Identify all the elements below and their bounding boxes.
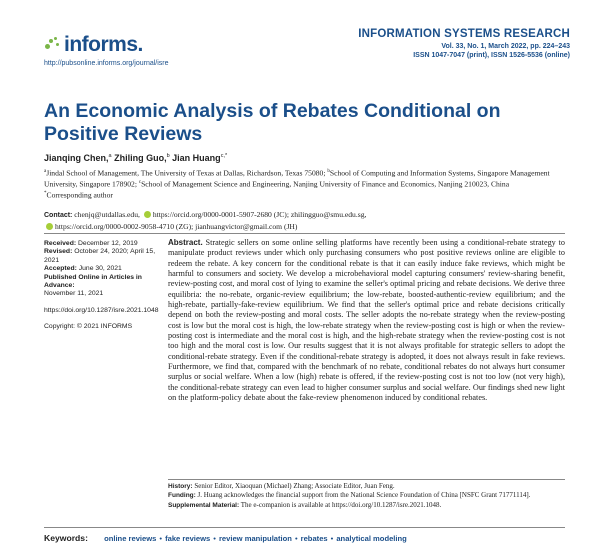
copyright-notice: Copyright: © 2021 INFORMS bbox=[44, 323, 133, 331]
keyword-separator: • bbox=[294, 534, 298, 543]
journal-url-link[interactable]: http://pubsonline.informs.org/journal/isre bbox=[44, 60, 169, 67]
article-notes bbox=[168, 482, 565, 510]
informs-logo-dots-icon bbox=[44, 36, 62, 54]
keywords-label: Keywords: bbox=[44, 533, 88, 543]
orcid-link[interactable]: https://orcid.org/0000-0002-9058-4710 (ZG); bbox=[55, 222, 194, 231]
informs-logo bbox=[44, 33, 143, 57]
affiliations bbox=[44, 167, 564, 199]
published-label: Published Online in Articles in Advance: bbox=[44, 273, 142, 290]
published-date: November 11, 2021 bbox=[44, 290, 104, 298]
affiliation-text: School of Management Science and Engineering, Nanjing University of Finance and Economics, Nanjing 210023, China bbox=[141, 179, 510, 189]
email-link[interactable]: zhilingguo@smu.edu.sg, bbox=[290, 210, 367, 219]
divider bbox=[168, 479, 565, 480]
divider bbox=[44, 233, 565, 234]
corresponding-mark: * bbox=[44, 190, 47, 196]
funding-text: J. Huang acknowledges the financial support from the National Science Foundation of China [NSFC Grant 71771114]. bbox=[197, 491, 531, 500]
keyword-separator: • bbox=[330, 534, 334, 543]
divider bbox=[44, 527, 565, 528]
keyword-item[interactable]: analytical modeling bbox=[336, 534, 407, 543]
accepted-date: June 30, 2021 bbox=[78, 265, 122, 273]
orcid-link[interactable]: https://orcid.org/0000-0001-5907-2680 (JC); bbox=[152, 210, 289, 219]
corresponding-author-note: Corresponding author bbox=[46, 190, 113, 200]
received-label: Received: bbox=[44, 240, 77, 247]
journal-info bbox=[358, 28, 570, 59]
author-name: Jian Huang bbox=[172, 153, 221, 163]
email-link[interactable]: jianhuangvictor@gmail.com (JH) bbox=[195, 222, 298, 231]
keyword-item[interactable]: fake reviews bbox=[165, 534, 211, 543]
article-title: An Economic Analysis of Rebates Conditional on Positive Reviews bbox=[44, 100, 501, 145]
keywords bbox=[44, 533, 407, 543]
contact-info bbox=[44, 209, 564, 232]
contact-label: Contact: bbox=[44, 212, 73, 219]
abstract-label: Abstract. bbox=[168, 238, 203, 247]
informs-logo-text: informs. bbox=[64, 33, 143, 56]
author-affiliation-mark: c,* bbox=[220, 153, 228, 159]
affiliation-text: Jindal School of Management, The University of Texas at Dallas, Richardson, Texas 75080; bbox=[46, 168, 328, 178]
affiliation-mark: c bbox=[138, 179, 142, 185]
keyword-item[interactable]: review manipulation bbox=[218, 534, 292, 543]
doi-link[interactable]: https://doi.org/10.1287/isre.2021.1048 bbox=[44, 306, 159, 314]
journal-volume: Vol. 33, No. 1, March 2022, pp. 224–243 bbox=[441, 43, 570, 50]
revised-date: October 24, 2020; April 15, 2021 bbox=[44, 248, 156, 264]
keyword-item[interactable]: online reviews bbox=[104, 534, 157, 543]
history-label: History: bbox=[168, 483, 193, 490]
funding-label: Funding: bbox=[168, 492, 196, 500]
history-text: Senior Editor, Xiaoquan (Michael) Zhang; Associate Editor, Juan Feng. bbox=[194, 482, 395, 490]
keyword-item[interactable]: rebates bbox=[300, 534, 328, 543]
article-dates bbox=[44, 240, 159, 332]
author-list bbox=[44, 153, 227, 163]
author-name: Jianqing Chen, bbox=[44, 153, 109, 163]
supplemental-text: The e-companion is available at https://doi.org/10.1287/isre.2021.1048. bbox=[240, 500, 442, 509]
affiliation-text: School of Computing and Information Systems, Singapore Management University, Singapore 178902; bbox=[44, 168, 550, 189]
orcid-icon[interactable] bbox=[144, 211, 151, 218]
revised-label: Revised: bbox=[44, 248, 73, 256]
orcid-icon[interactable] bbox=[46, 223, 53, 230]
received-date: December 12, 2019 bbox=[78, 240, 138, 247]
keyword-separator: • bbox=[213, 534, 216, 543]
author-affiliation-mark: a bbox=[108, 153, 112, 159]
affiliation-mark: b bbox=[327, 169, 330, 174]
author-affiliation-mark: b bbox=[166, 153, 170, 159]
journal-issn: ISSN 1047-7047 (print), ISSN 1526-5536 (online) bbox=[413, 52, 570, 59]
abstract bbox=[168, 238, 565, 404]
accepted-label: Accepted: bbox=[44, 265, 77, 273]
supplemental-label: Supplemental Material: bbox=[168, 501, 240, 509]
keyword-separator: • bbox=[159, 534, 163, 543]
author-name: Zhiling Guo, bbox=[114, 153, 167, 163]
abstract-text: Strategic sellers on some online selling platforms have recently been using a conditional-rebate strategy to manipulate product reviews under which only purchasing consumers who post positive reviews online are eligible to redeem the rebate. A key concern for the conditional rebate is that it can easily induce fake reviews, which might be harmful to consumers and society. We develop a microbehavioral model capturing consumers' review-sharing benefit, review-posting cost, and moral cost of lying to examine the seller's optimal pricing and rebate decisions. We derive three equilibria: the no-rebate, organic-review equilibrium; the low-rebate, boosted-authentic-review equilibrium; and the high-rebate, partially-fake-review equilibrium. We find that the seller's optimal price and rebate decisions critically depend on both the review-posting and moral costs. The seller adopts the no-rebate strategy when the review-posting cost is low but the moral cost is high, the low-rebate strategy when the review-posting cost is high or when the review-posting cost is intermediate and the moral cost is high, and the high-rebate strategy when the review-posting cost is not too high and the moral cost is low. Our results suggest that it is not always profitable for strategic sellers to adopt the conditional-rebate strategy. Even if the conditional-rebate strategy is adopted, it does not always result in fake reviews. Furthermore, we find that, compared with the benchmark of no rebate, conditional rebates do not always hurt consumer surplus or social welfare. When a low (high) rebate is offered, if the review-posting cost is not too low (not very high), the conditional-rebate strategy can even lead to higher consumer surplus and social welfare. Our findings shed new light on the platform-policy debate about the fake-review phenomenon induced by conditional rebates. bbox=[168, 238, 565, 403]
email-link[interactable]: chenjq@utdallas.edu, bbox=[74, 210, 140, 219]
journal-name: INFORMATION SYSTEMS RESEARCH bbox=[358, 28, 570, 40]
affiliation-mark: a bbox=[44, 169, 47, 174]
